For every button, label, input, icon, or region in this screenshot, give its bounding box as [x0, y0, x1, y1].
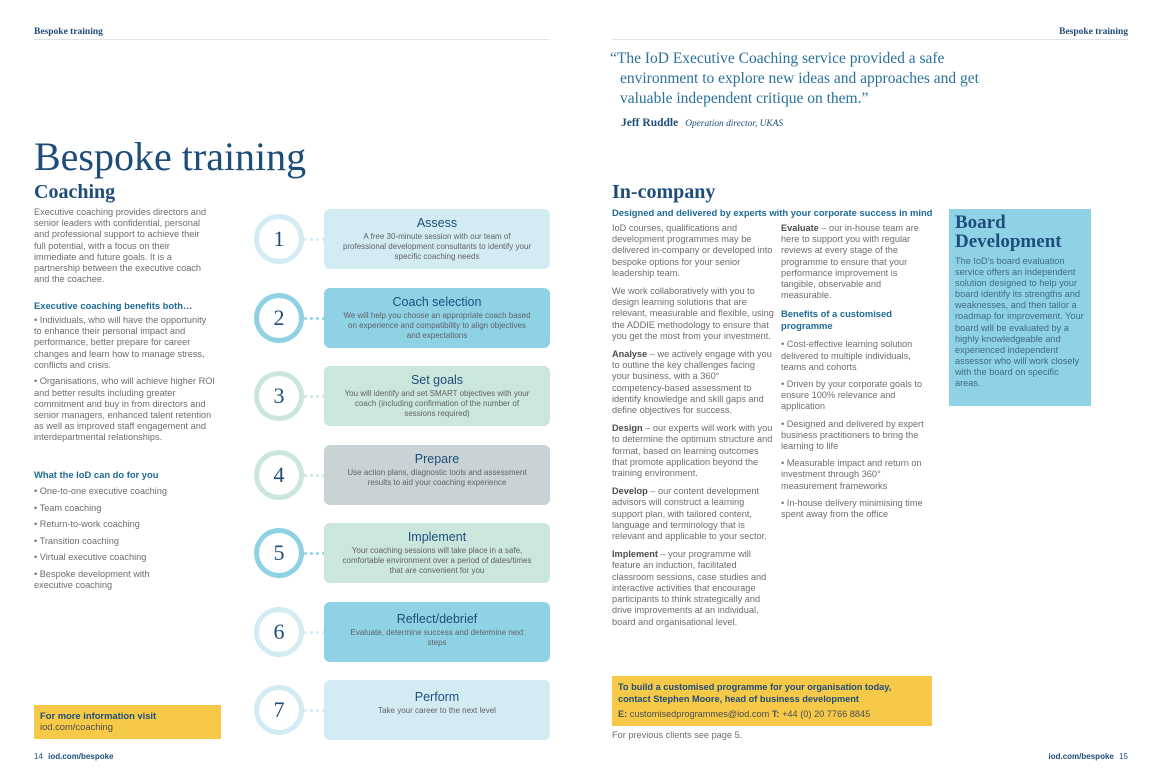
step-number: 4 — [259, 455, 299, 495]
benefits-list — [34, 315, 216, 449]
info-box — [34, 705, 221, 739]
analyse-paragraph — [612, 349, 774, 416]
service-item: • Transition coaching — [34, 535, 119, 546]
step-card — [324, 445, 550, 505]
email-label: E: — [618, 709, 628, 719]
implement-text: – your programme will feature an induction, facilitated classroom sessions, case studies and interactive activities that encourage participants to think strategically and drive improvements at an individual, board and organisational level. — [612, 549, 767, 627]
contact-details — [618, 707, 926, 721]
step-title: Prepare — [414, 452, 460, 466]
collaboration-paragraph: We work collaboratively with you to design learning solutions that are relevant, measurable and flexible, using the ADDIE methodology to ensure that you get the most from your investment. — [612, 286, 774, 341]
benefits-heading: Executive coaching benefits both… — [34, 300, 193, 311]
contact-heading: To build a customised programme for your organisation today, contact Stephen Moore, head of business development — [618, 682, 892, 704]
analyse-label: Analyse — [612, 349, 648, 360]
step-description: Use action plans, diagnostic tools and assessment results to aid your coaching experience — [347, 468, 527, 487]
service-item: • Virtual executive coaching — [34, 552, 147, 563]
step-card — [324, 680, 550, 740]
step-title: Perform — [414, 690, 460, 704]
design-paragraph — [612, 423, 774, 479]
custom-benefit-item: • Designed and delivered by expert business practitioners to bring the learning to life — [781, 418, 924, 452]
step-card — [324, 602, 550, 662]
left-footer — [34, 752, 114, 761]
in-company-column-1 — [612, 223, 774, 635]
design-text: – our experts will work with you to determine the optimum structure and format, based on learning outcomes that promote application beyond the training environment. — [612, 423, 773, 479]
evaluate-text: – our in-house team are here to support you with regular reviews at every stage of the programme to ensure that your performance improvement is tangible, observable and measurable. — [781, 223, 919, 301]
intro-paragraph: IoD courses, qualifications and development programmes may be delivered in-company or developed into bespoke options for your senior leadership team. — [612, 223, 773, 278]
step-card — [324, 523, 550, 583]
step-title: Implement — [407, 530, 467, 544]
develop-text: – our content development advisors will construct a learning support plan, with tailored content, language and terminology that is relevant and applicable to your sector. — [612, 486, 767, 542]
benefit-item: • Individuals, who will have the opportunity to enhance their personal impact and performance, better prepare for career changes and learn how to manage stress, conflicts and crisis. — [34, 315, 207, 370]
step-description: Take your career to the next level — [378, 706, 496, 715]
evaluate-paragraph — [781, 223, 929, 301]
board-development-box — [949, 209, 1091, 406]
step-connector-dots — [304, 236, 326, 242]
develop-label: Develop — [612, 486, 648, 497]
previous-clients-note: For previous clients see page 5. — [612, 730, 743, 740]
left-header-rule — [34, 39, 549, 40]
in-company-column-2 — [781, 223, 929, 526]
custom-benefit-item: • Driven by your corporate goals to ensure 100% relevance and application — [781, 379, 923, 412]
step-title: Coach selection — [392, 295, 482, 309]
step-connector-dots — [304, 472, 326, 478]
step-connector-dots — [304, 550, 326, 556]
step-circle — [254, 528, 304, 578]
contact-box — [612, 676, 932, 726]
step-number: 7 — [259, 690, 299, 730]
phone-number: +44 (0) 20 7766 8845 — [782, 709, 871, 719]
implement-label: Implement — [612, 549, 658, 560]
left-running-head: Bespoke training — [34, 27, 103, 37]
design-label: Design — [612, 423, 643, 434]
coaching-intro: Executive coaching provides directors and senior leaders with confidential, personal and professional support to achieve their full potential, with a focus on their immediate and future goals. It is a partnership between the executive coach and the coachee. — [34, 207, 207, 285]
coaching-heading: Coaching — [34, 181, 116, 203]
info-box-heading: For more information visit — [40, 710, 157, 721]
step-number: 6 — [259, 612, 299, 652]
step-number: 1 — [259, 219, 299, 259]
step-card — [324, 209, 550, 269]
testimonial-quote: “The IoD Executive Coaching service provided a safe environment to explore new ideas and approaches and get valuable independent critique on them.” — [610, 50, 979, 107]
custom-benefit-item: • In-house delivery minimising time spent away from the office — [781, 497, 923, 520]
board-development-title: Board Development — [955, 212, 1062, 252]
custom-benefits-heading: Benefits of a customised programme — [781, 308, 892, 331]
develop-paragraph — [612, 486, 774, 542]
step-connector-dots — [304, 707, 326, 713]
service-item: • Bespoke development with executive coaching — [34, 568, 150, 591]
left-footer-url[interactable]: iod.com/bespoke — [48, 752, 114, 761]
step-connector-dots — [304, 393, 326, 399]
in-company-heading: In-company — [612, 181, 716, 203]
step-circle — [254, 607, 304, 657]
service-item: • One-to-one executive coaching — [34, 486, 167, 496]
step-circle — [254, 685, 304, 735]
step-circle — [254, 371, 304, 421]
board-development-text: The IoD's board evaluation service offers an independent solution designed to help your board identify its strengths and weaknesses, and then tailor a roadmap for improvement. Your board will be evaluated by a highly knowledgeable and experienced independent assessor who will work closely with the board on specific areas. — [955, 256, 1084, 389]
what-iod-can-do-heading: What the IoD can do for you — [34, 469, 159, 480]
right-running-head: Bespoke training — [1059, 27, 1128, 37]
coaching-link[interactable]: iod.com/coaching — [40, 721, 113, 732]
right-header-rule — [612, 39, 1128, 40]
page-title: Bespoke training — [34, 134, 307, 179]
custom-benefit-item: • Cost-effective learning solution delivered to multiple individuals, teams and cohorts — [781, 339, 913, 372]
step-number: 3 — [259, 376, 299, 416]
step-description: Evaluate, determine success and determine next steps — [350, 628, 524, 647]
step-number: 2 — [259, 298, 299, 338]
implement-paragraph — [612, 549, 774, 627]
custom-benefits-list — [781, 339, 929, 520]
testimonial-attribution — [621, 113, 783, 131]
step-number: 5 — [259, 533, 299, 573]
step-circle — [254, 293, 304, 343]
step-circle — [254, 450, 304, 500]
step-card — [324, 288, 550, 348]
phone-label: T: — [771, 709, 780, 719]
step-circle — [254, 214, 304, 264]
step-connector-dots — [304, 629, 326, 635]
email-link[interactable]: customisedprogrammes@iod.com — [629, 709, 770, 719]
right-page-number: 15 — [1119, 752, 1128, 761]
evaluate-label: Evaluate — [781, 223, 819, 233]
step-title: Set goals — [410, 373, 464, 387]
custom-benefit-item: • Measurable impact and return on investment through 360° measurement frameworks — [781, 458, 922, 491]
left-page-number: 14 — [34, 752, 43, 761]
step-connector-dots — [304, 315, 326, 321]
step-description: A free 30-minute session with our team of professional development consultants to identify your specific coaching needs — [342, 232, 532, 261]
service-item: • Return-to-work coaching — [34, 519, 140, 530]
step-title: Reflect/debrief — [396, 612, 478, 626]
quote-role: Operation director, UKAS — [685, 119, 784, 129]
benefit-item: • Organisations, who will achieve higher ROI and better results including greater commitment and buy in from directors and senior managers, enhanced talent retention as well as improved staff engagement and interdepartmental relationships. — [34, 376, 215, 443]
step-description: We will help you choose an appropriate coach based on experience and compatibility to align objectives and expectations — [343, 311, 531, 340]
step-description: Your coaching sessions will take place in a safe, comfortable environment over a period of dates/times that are convenient for you — [342, 546, 532, 575]
quote-author: Jeff Ruddle — [621, 117, 679, 129]
analyse-text: – we actively engage with you to outline the key challenges facing your business, with a 360° competency-based assessment to identify knowledge and skill gaps and define objectives for success. — [612, 349, 772, 416]
service-item: • Team coaching — [34, 502, 102, 513]
in-company-subtitle: Designed and delivered by experts with your corporate success in mind — [612, 207, 933, 218]
right-footer-url[interactable]: iod.com/bespoke — [1048, 752, 1114, 761]
step-description: You will identify and set SMART objectives with your coach (including confirmation of the number of sessions required) — [344, 389, 530, 418]
step-card — [324, 366, 550, 426]
step-title: Assess — [416, 216, 458, 230]
what-iod-can-do-list — [34, 486, 216, 597]
right-footer — [1049, 752, 1129, 761]
